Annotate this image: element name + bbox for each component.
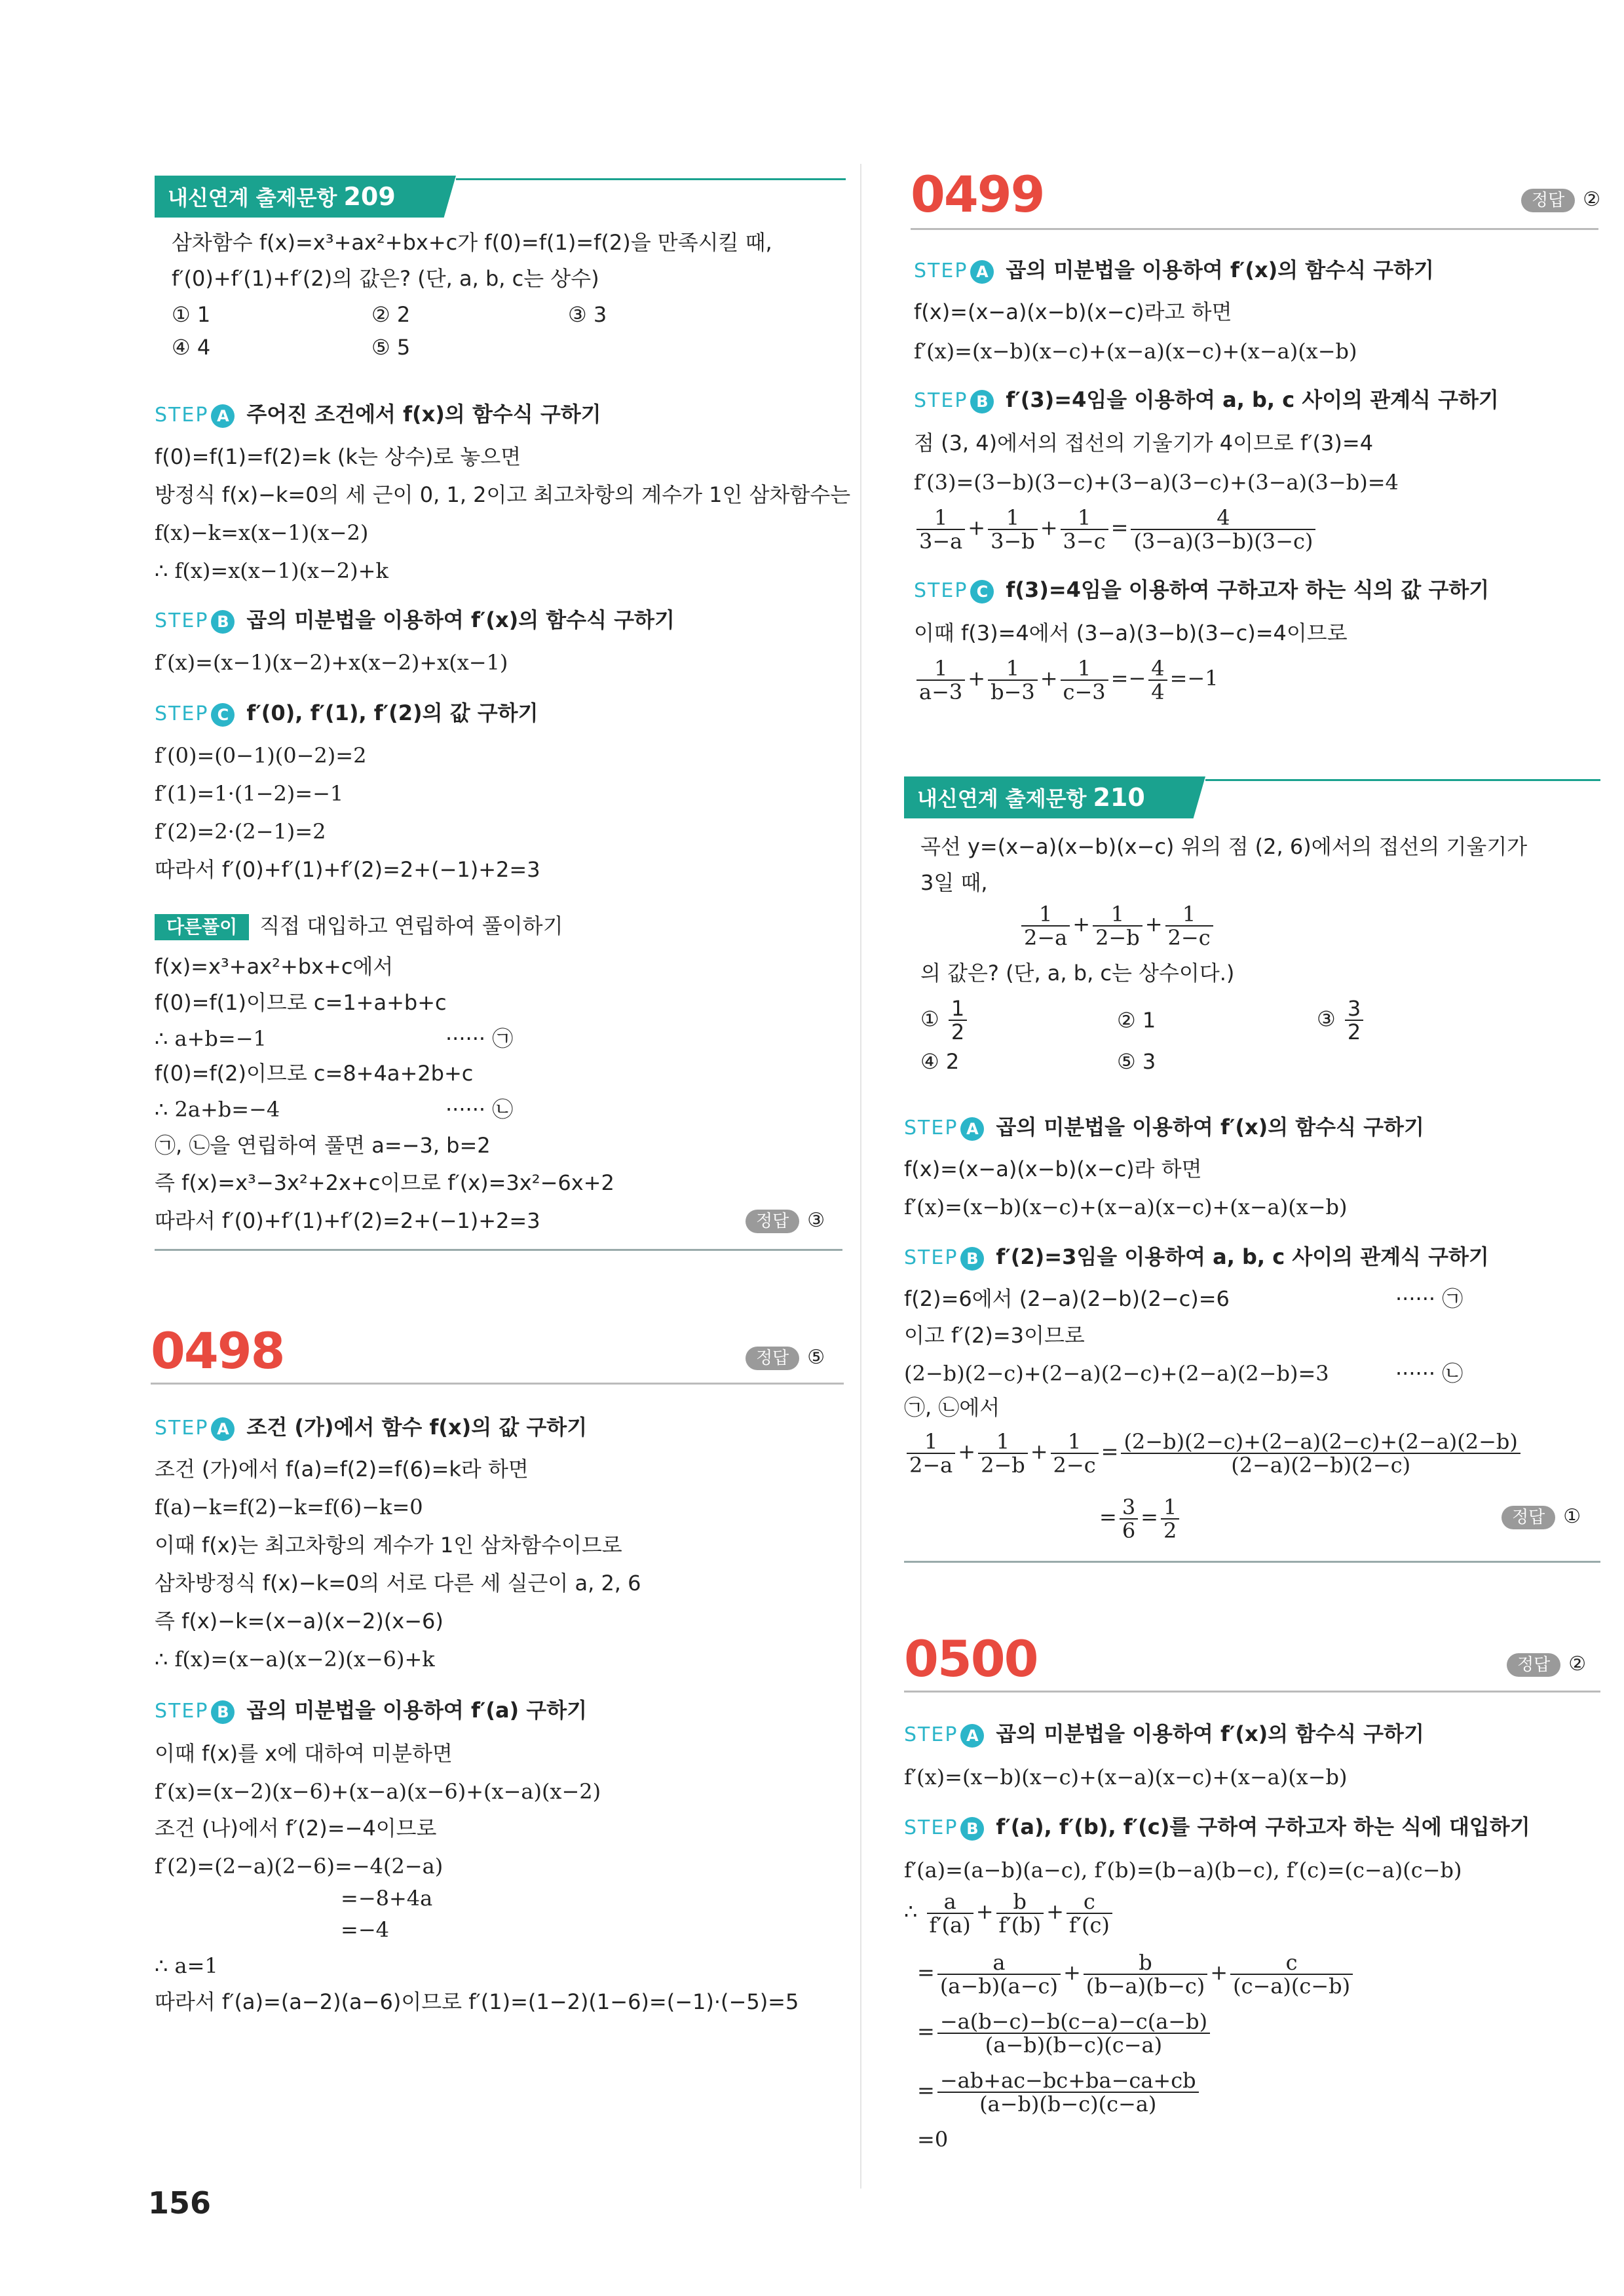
column-divider bbox=[860, 164, 861, 2189]
fraction: $\frac{c}{(c-a)(c-b)}$ bbox=[1230, 1951, 1353, 1997]
equation-marker: ······ ㉡ bbox=[1395, 1361, 1463, 1386]
solution-line: f′(2)=2·(2−1)=2 bbox=[155, 819, 326, 844]
fraction-expression: $\frac{1}{2-a}$ + $\frac{1}{2-b}$ + $\frac{1}{2-c}$ bbox=[1019, 901, 1216, 949]
solution-line: ∴ f(x)=(x−a)(x−2)(x−6)+k bbox=[155, 1647, 435, 1672]
answer-badge: 정답 ② bbox=[1507, 1651, 1586, 1677]
fraction: $\frac{1}{2-a}$ bbox=[1021, 903, 1070, 949]
solution-line: f′(x)=(x−2)(x−6)+(x−a)(x−6)+(x−a)(x−2) bbox=[155, 1779, 601, 1804]
step-b-heading: STEP B 곱의 미분법을 이용하여 f′(a) 구하기 bbox=[155, 1698, 588, 1723]
step-a-badge: A bbox=[211, 404, 235, 428]
solution-line: f(0)=f(1)이므로 c=1+a+b+c bbox=[155, 990, 447, 1015]
question-line: 3일 때, bbox=[920, 870, 988, 895]
fraction: $\frac{1}{2-c}$ bbox=[1051, 1430, 1099, 1476]
problem-rule bbox=[904, 1691, 1600, 1693]
step-a-badge: A bbox=[211, 1417, 235, 1441]
solution-line: f(x)=x³+ax²+bx+c에서 bbox=[155, 954, 394, 979]
fraction: $\frac{a}{(a-b)(a-c)}$ bbox=[937, 1951, 1061, 1997]
fraction: $\frac{-ab+ac-bc+ba-ca+cb}{(a-b)(b-c)(c-a)}$ bbox=[937, 2069, 1199, 2115]
solution-line: 따라서 f′(0)+f′(1)+f′(2)=2+(−1)+2=3 bbox=[155, 857, 540, 882]
solution-line: ∴ a=1 bbox=[155, 1953, 218, 1978]
step-b-heading: STEP B f′(3)=4임을 이용하여 a, b, c 사이의 관계식 구하기 bbox=[914, 387, 1499, 412]
solution-line: 조건 (가)에서 f(a)=f(2)=f(6)=k라 하면 bbox=[155, 1457, 529, 1482]
choice: ④ 4 bbox=[172, 335, 211, 360]
solution-line: f′(a)=(a−b)(a−c), f′(b)=(b−a)(b−c), f′(c)=(c−a)(c−b) bbox=[904, 1858, 1462, 1883]
solution-line: f′(x)=(x−b)(x−c)+(x−a)(x−c)+(x−a)(x−b) bbox=[914, 339, 1357, 364]
step-b-heading: STEP B f′(2)=3임을 이용하여 a, b, c 사이의 관계식 구하기 bbox=[904, 1244, 1489, 1269]
choice: ② 2 bbox=[371, 302, 411, 327]
step-c-heading: STEP C f(3)=4임을 이용하여 구하고자 하는 식의 값 구하기 bbox=[914, 577, 1490, 602]
solution-line: 즉 f(x)=x³−3x²+2x+c이므로 f′(x)=3x²−6x+2 bbox=[155, 1170, 614, 1195]
solution-line: 따라서 f′(a)=(a−2)(a−6)이므로 f′(1)=(1−2)(1−6)=(−1)·(−5)=5 bbox=[155, 1989, 799, 2014]
step-b-badge: B bbox=[970, 390, 994, 413]
solution-line: f′(x)=(x−b)(x−c)+(x−a)(x−c)+(x−a)(x−b) bbox=[904, 1765, 1348, 1789]
step-b-heading: STEP B f′(a), f′(b), f′(c)를 구하여 구하고자 하는 식에 대입하기 bbox=[904, 1814, 1530, 1839]
solution-line: 방정식 f(x)−k=0의 세 근이 0, 1, 2이고 최고차항의 계수가 1인 삼차함수는 bbox=[155, 482, 851, 507]
step-a-heading: STEP A 주어진 조건에서 f(x)의 함수식 구하기 bbox=[155, 402, 601, 427]
solution-line: ㉠, ㉡에서 bbox=[904, 1395, 1000, 1420]
solution-line: f(x)=(x−a)(x−b)(x−c)라 하면 bbox=[904, 1157, 1202, 1181]
solution-line: f(0)=f(1)=f(2)=k (k는 상수)로 놓으면 bbox=[155, 444, 521, 469]
fraction: $\frac{1}{3-c}$ bbox=[1061, 507, 1108, 552]
solution-line: 이때 f(3)=4에서 (3−a)(3−b)(3−c)=4이므로 bbox=[914, 621, 1348, 645]
fraction: $\frac{(2-b)(2-c)+(2-a)(2-c)+(2-a)(2-b)}{(2-a)(2-b)(2-c)}$ bbox=[1121, 1430, 1520, 1476]
solution-line: f′(x)=(x−1)(x−2)+x(x−2)+x(x−1) bbox=[155, 650, 508, 675]
choice: ③ $\frac{3}{2}$ bbox=[1317, 996, 1366, 1043]
fraction: $\frac{3}{2}$ bbox=[1345, 997, 1363, 1043]
fraction-equation: $\frac{1}{2-a}$ + $\frac{1}{2-b}$ + $\frac{1}{2-c}$ = $\frac{(2-b)(2-c)+(2-a)(2-c)+(2-a)(2-b)}{(2-a)(2-b)(2-c)}$ bbox=[904, 1428, 1523, 1476]
problem-rule bbox=[151, 1383, 844, 1385]
solution-line: f(x)=(x−a)(x−b)(x−c)라고 하면 bbox=[914, 299, 1232, 324]
step-c-badge: C bbox=[211, 703, 235, 727]
answer-badge: 정답 ① bbox=[1501, 1504, 1581, 1530]
answer-badge: 정답 ③ bbox=[746, 1208, 825, 1234]
banner-number: 210 bbox=[1093, 783, 1145, 812]
solution-line: 삼차방정식 f(x)−k=0의 서로 다른 세 실근이 a, 2, 6 bbox=[155, 1571, 641, 1596]
step-c-heading: STEP C f′(0), f′(1), f′(2)의 값 구하기 bbox=[155, 700, 538, 725]
solution-line: 이때 f(x)를 x에 대하여 미분하면 bbox=[155, 1741, 453, 1766]
problem-number: 0499 bbox=[911, 165, 1044, 223]
step-a-heading: STEP A 곱의 미분법을 이용하여 f′(x)의 함수식 구하기 bbox=[904, 1115, 1424, 1139]
fraction-equation: $\frac{1}{a-3}$ + $\frac{1}{b-3}$ + $\frac{1}{c-3}$ =− $\frac{4}{4}$ =−1 bbox=[914, 655, 1218, 703]
fraction: $\frac{1}{c-3}$ bbox=[1061, 657, 1108, 703]
solution-line: f(a)−k=f(2)−k=f(6)−k=0 bbox=[155, 1495, 423, 1520]
fraction-equation: = $\frac{3}{6}$ = $\frac{1}{2}$ bbox=[1099, 1494, 1182, 1542]
fraction-equation: = $\frac{a}{(a-b)(a-c)}$ + $\frac{b}{(b-a)(b-c)}$ + $\frac{c}{(c-a)(c-b)}$ bbox=[917, 1949, 1355, 1997]
solution-line: 즉 f(x)−k=(x−a)(x−2)(x−6) bbox=[155, 1609, 444, 1634]
solution-line: f(x)−k=x(x−1)(x−2) bbox=[155, 520, 369, 545]
fraction-equation: = $\frac{-a(b-c)-b(c-a)-c(a-b)}{(a-b)(b-c)(c-a)}$ bbox=[917, 2008, 1213, 2056]
fraction: $\frac{b}{f'(b)}$ bbox=[996, 1890, 1044, 1936]
solution-line: =0 bbox=[917, 2127, 949, 2152]
fraction: $\frac{1}{2}$ bbox=[949, 997, 967, 1043]
solution-line: f(2)=6에서 (2−a)(2−b)(2−c)=6 bbox=[904, 1286, 1230, 1311]
page-number: 156 bbox=[148, 2185, 212, 2221]
fraction: $\frac{1}{2-c}$ bbox=[1165, 903, 1213, 949]
alt-solution-label: 다른풀이 bbox=[155, 914, 249, 940]
fraction: $\frac{1}{3-b}$ bbox=[988, 507, 1038, 552]
solution-line: 점 (3, 4)에서의 접선의 기울기가 4이므로 f′(3)=4 bbox=[914, 430, 1374, 455]
choice: ① 1 bbox=[172, 302, 211, 327]
choice: ① $\frac{1}{2}$ bbox=[920, 996, 970, 1043]
fraction: $\frac{-a(b-c)-b(c-a)-c(a-b)}{(a-b)(b-c)(c-a)}$ bbox=[937, 2010, 1210, 2056]
fraction: $\frac{c}{f'(c)}$ bbox=[1067, 1890, 1112, 1936]
banner-209 bbox=[155, 176, 846, 218]
fraction: $\frac{1}{a-3}$ bbox=[916, 657, 965, 703]
fraction: $\frac{1}{3-a}$ bbox=[916, 507, 965, 552]
equation-marker: ······ ㉠ bbox=[1395, 1286, 1463, 1311]
solution-line: ∴ a+b=−1 bbox=[155, 1026, 267, 1051]
choice: ⑤ 3 bbox=[1117, 1049, 1156, 1074]
step-a-heading: STEP A 곱의 미분법을 이용하여 f′(x)의 함수식 구하기 bbox=[904, 1721, 1424, 1746]
question-line: 의 값은? (단, a, b, c는 상수이다.) bbox=[920, 961, 1235, 985]
solution-line: f′(2)=(2−a)(2−6)=−4(2−a) bbox=[155, 1854, 444, 1879]
solution-line: 이고 f′(2)=3이므로 bbox=[904, 1323, 1085, 1348]
solution-line: (2−b)(2−c)+(2−a)(2−c)+(2−a)(2−b)=3 bbox=[904, 1361, 1329, 1386]
alt-solution-title: 직접 대입하고 연립하여 풀이하기 bbox=[259, 913, 563, 938]
choice: ② 1 bbox=[1117, 1008, 1156, 1033]
solution-line: f′(x)=(x−b)(x−c)+(x−a)(x−c)+(x−a)(x−b) bbox=[904, 1195, 1348, 1219]
solution-line: ∴ f(x)=x(x−1)(x−2)+k bbox=[155, 558, 388, 583]
solution-line: ∴ 2a+b=−4 bbox=[155, 1097, 280, 1122]
solution-line: f′(1)=1·(1−2)=−1 bbox=[155, 781, 344, 806]
fraction-equation: = $\frac{-ab+ac-bc+ba-ca+cb}{(a-b)(b-c)(c-a)}$ bbox=[917, 2067, 1201, 2115]
choice: ③ 3 bbox=[568, 302, 607, 327]
step-b-badge: B bbox=[960, 1247, 984, 1271]
banner-label: 내신연계 출제문항 bbox=[168, 185, 337, 210]
banner-label: 내신연계 출제문항 bbox=[917, 786, 1087, 811]
step-b-heading: STEP B 곱의 미분법을 이용하여 f′(x)의 함수식 구하기 bbox=[155, 607, 675, 632]
banner-210 bbox=[904, 776, 1600, 818]
fraction: $\frac{b}{(b-a)(b-c)}$ bbox=[1084, 1951, 1208, 1997]
problem-number: 0498 bbox=[151, 1322, 284, 1380]
solution-line: 이때 f(x)는 최고차항의 계수가 1인 삼차함수이므로 bbox=[155, 1533, 622, 1558]
step-b-badge: B bbox=[960, 1817, 984, 1841]
section-divider bbox=[155, 1249, 842, 1251]
step-a-badge: A bbox=[960, 1724, 984, 1748]
fraction: $\frac{1}{2-b}$ bbox=[978, 1430, 1028, 1476]
alt-solution-heading bbox=[155, 913, 563, 940]
question-line: f′(0)+f′(1)+f′(2)의 값은? (단, a, b, c는 상수) bbox=[172, 266, 599, 291]
problem-rule bbox=[911, 228, 1598, 230]
step-b-badge: B bbox=[211, 610, 235, 634]
problem-number: 0500 bbox=[904, 1630, 1038, 1688]
question-line: 곡선 y=(x−a)(x−b)(x−c) 위의 점 (2, 6)에서의 접선의 기울기가 bbox=[920, 834, 1528, 859]
fraction: $\frac{3}{6}$ bbox=[1120, 1496, 1138, 1542]
solution-line: f′(3)=(3−b)(3−c)+(3−a)(3−c)+(3−a)(3−b)=4 bbox=[914, 470, 1399, 495]
step-b-badge: B bbox=[211, 1700, 235, 1724]
fraction: $\frac{a}{f'(a)}$ bbox=[927, 1890, 973, 1936]
fraction: $\frac{1}{2}$ bbox=[1161, 1496, 1179, 1542]
step-a-badge: A bbox=[970, 260, 994, 284]
answer-badge: 정답 ② bbox=[1521, 187, 1600, 213]
step-c-badge: C bbox=[970, 580, 994, 603]
step-a-badge: A bbox=[960, 1117, 984, 1141]
equation-marker: ······ ㉠ bbox=[445, 1026, 514, 1051]
solution-line: =−4 bbox=[341, 1917, 389, 1942]
equation-marker: ······ ㉡ bbox=[445, 1097, 514, 1122]
solution-line: f′(0)=(0−1)(0−2)=2 bbox=[155, 743, 367, 768]
choice: ④ 2 bbox=[920, 1049, 960, 1074]
answer-badge: 정답 ⑤ bbox=[746, 1345, 825, 1371]
fraction: $\frac{1}{b-3}$ bbox=[988, 657, 1038, 703]
fraction: $\frac{1}{2-b}$ bbox=[1093, 903, 1142, 949]
fraction-equation: $\frac{1}{3-a}$ + $\frac{1}{3-b}$ + $\frac{1}{3-c}$ = $\frac{4}{(3-a)(3-b)(3-c)}$ bbox=[914, 505, 1318, 552]
step-a-heading: STEP A 조건 (가)에서 함수 f(x)의 값 구하기 bbox=[155, 1415, 588, 1440]
solution-line: f(0)=f(2)이므로 c=8+4a+2b+c bbox=[155, 1061, 474, 1086]
solution-line: 조건 (나)에서 f′(2)=−4이므로 bbox=[155, 1816, 437, 1841]
solution-line: 따라서 f′(0)+f′(1)+f′(2)=2+(−1)+2=3 bbox=[155, 1208, 540, 1233]
fraction: $\frac{4}{(3-a)(3-b)(3-c)}$ bbox=[1131, 507, 1315, 552]
choice: ⑤ 5 bbox=[371, 335, 411, 360]
section-divider bbox=[904, 1561, 1600, 1563]
solution-line: =−8+4a bbox=[341, 1886, 433, 1911]
fraction: $\frac{1}{2-a}$ bbox=[907, 1430, 955, 1476]
fraction-equation: ∴ $\frac{a}{f'(a)}$ + $\frac{b}{f'(b)}$ + $\frac{c}{f'(c)}$ bbox=[904, 1888, 1115, 1936]
banner-number: 209 bbox=[343, 182, 396, 211]
question-line: 삼차함수 f(x)=x³+ax²+bx+c가 f(0)=f(1)=f(2)을 만족시킬 때, bbox=[172, 230, 772, 255]
solution-line: ㉠, ㉡을 연립하여 풀면 a=−3, b=2 bbox=[155, 1133, 491, 1158]
fraction: $\frac{4}{4}$ bbox=[1148, 657, 1167, 703]
step-a-heading: STEP A 곱의 미분법을 이용하여 f′(x)의 함수식 구하기 bbox=[914, 258, 1434, 282]
